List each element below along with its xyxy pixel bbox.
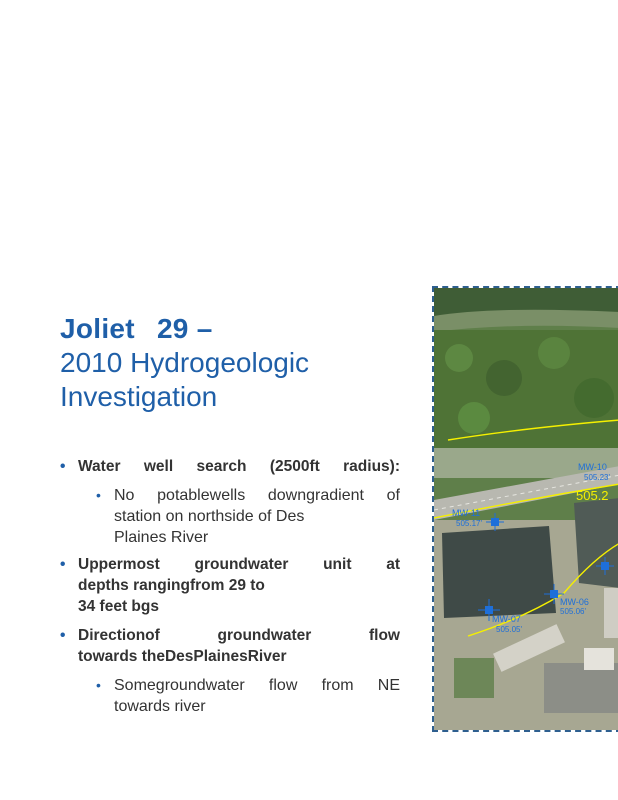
bullet-groundwater-direction — [60, 625, 400, 667]
aerial-map — [432, 286, 618, 732]
title-number: 29 – — [156, 313, 213, 344]
tree-cluster — [486, 360, 522, 396]
tree-cluster — [574, 378, 614, 418]
sub-bullet-ne-flow — [60, 675, 400, 717]
sub-bullet-line: towards river — [114, 698, 206, 715]
bullet-line: towards theDesPlainesRiver — [78, 648, 287, 665]
tree-cluster — [458, 402, 490, 434]
well-symbol-icon — [485, 606, 493, 614]
well-elevation: 505.17' — [456, 519, 482, 528]
well-label: MW-11 — [452, 508, 481, 518]
building — [584, 648, 614, 670]
sub-bullet-line: Somegroundwater flow from NE — [114, 677, 400, 694]
parking-lot — [544, 663, 618, 713]
bullet-line: 34 feet bgs — [78, 598, 159, 615]
bullet-list — [60, 456, 400, 723]
building — [604, 588, 618, 638]
slide-title — [60, 312, 400, 414]
well-elevation: 505.05' — [496, 625, 522, 634]
sub-bullet-no-potable-wells — [60, 485, 400, 548]
well-label: MW-06 — [560, 597, 589, 607]
bullet-dot-icon: • — [60, 556, 66, 573]
sub-bullet-line: No potablewells downgradient of — [114, 487, 400, 504]
tree-cluster — [538, 337, 570, 369]
title-line-3: Investigation — [60, 381, 218, 412]
title-line-2: 2010 Hydrogeologic — [60, 347, 310, 378]
well-label: MW-10 — [578, 462, 607, 472]
sub-bullet-line: Plaines River — [114, 529, 209, 546]
well-symbol-icon — [491, 518, 499, 526]
bullet-line: Uppermost groundwater unit at — [78, 556, 400, 573]
well-symbol-icon — [550, 590, 558, 598]
bullet-dot-icon: • — [96, 487, 101, 503]
bullet-dot-icon: • — [96, 677, 101, 693]
bullet-water-well-search — [60, 456, 400, 477]
contour-label: 505.2 — [576, 488, 609, 503]
bullet-dot-icon: • — [60, 627, 66, 644]
aerial-map-graphic — [434, 288, 618, 730]
bullet-line: Directionof groundwater flow — [78, 627, 400, 644]
bullet-uppermost-groundwater — [60, 554, 400, 617]
sub-bullet-line: station on northside of Des — [114, 508, 305, 525]
bullet-line: depths rangingfrom 29 to — [78, 577, 265, 594]
well-elevation: 505.06' — [560, 607, 586, 616]
grass-patch — [454, 658, 494, 698]
bullet-dot-icon: • — [60, 458, 66, 475]
title-word: Joliet — [60, 313, 135, 344]
well-elevation: 505.23' — [584, 473, 610, 482]
pond-west — [442, 526, 556, 618]
bullet-text: Water well search (2500ft radius): — [78, 458, 400, 475]
title-line-1 — [60, 312, 400, 346]
tree-cluster — [445, 344, 473, 372]
well-label: MW-07 — [492, 614, 521, 624]
well-symbol-icon — [601, 562, 609, 570]
